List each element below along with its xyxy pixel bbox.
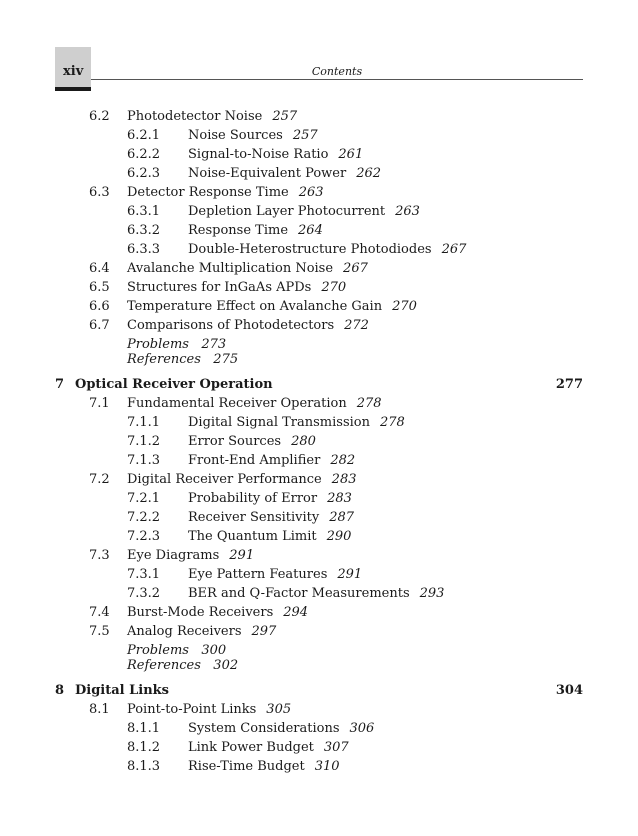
- toc-title-text: Double-Heterostructure Photodiodes: [188, 242, 432, 257]
- toc-title: [188, 204, 420, 220]
- toc-title: [188, 453, 355, 469]
- toc-number: 6.2: [89, 109, 110, 124]
- toc-title: [127, 261, 368, 277]
- toc-page-number: 261: [338, 147, 364, 162]
- toc-page-number: 297: [251, 624, 277, 639]
- toc-page-number: 280: [291, 434, 316, 449]
- toc-chapter-page-number: 304: [555, 683, 583, 698]
- toc-title-text: Photodetector Noise: [127, 109, 263, 124]
- toc-title-text: Depletion Layer Photocurrent: [188, 204, 386, 219]
- toc-title-text: Detector Response Time: [127, 185, 289, 200]
- toc-title: [188, 586, 444, 602]
- toc-page-number: 310: [314, 759, 340, 774]
- toc-title: [188, 491, 352, 507]
- toc-title-text: Noise Sources: [188, 128, 283, 143]
- toc-title-text: Fundamental Receiver Operation: [127, 396, 347, 411]
- toc-page-number: 283: [331, 472, 357, 487]
- toc-title-text: Noise-Equivalent Power: [188, 166, 347, 181]
- toc-extra-entry: Problems 300: [127, 643, 227, 658]
- toc-title: [188, 242, 466, 258]
- toc-title: [127, 472, 357, 488]
- toc-title: [188, 529, 351, 545]
- toc-title: [127, 605, 308, 621]
- toc-page-number: 257: [272, 109, 298, 124]
- toc-number: 6.4: [89, 261, 110, 276]
- toc-number: 7.2.2: [127, 510, 161, 525]
- toc-title: [127, 299, 417, 315]
- toc-title: [127, 185, 324, 201]
- toc-number: 7: [55, 377, 65, 392]
- toc-number: 6.3.2: [127, 223, 161, 238]
- toc-number: 6.7: [89, 318, 110, 333]
- toc-title-text: Digital Links: [75, 683, 169, 698]
- toc-number: 8: [55, 683, 65, 698]
- toc-title: [127, 109, 297, 125]
- toc-number: 7.3.1: [127, 567, 161, 582]
- toc-title: [127, 702, 291, 718]
- toc-extra-entry: References 275: [127, 352, 239, 367]
- toc-number: 7.4: [89, 605, 110, 620]
- toc-page-number: 283: [327, 491, 352, 506]
- toc-title: [127, 548, 254, 564]
- toc-title-text: Error Sources: [188, 434, 282, 449]
- toc-number: 6.2.1: [127, 128, 161, 143]
- toc-number: 7.2.3: [127, 529, 161, 544]
- toc-title-text: System Considerations: [188, 721, 340, 736]
- toc-title-text: Burst-Mode Receivers: [127, 605, 274, 620]
- toc-number: 6.3.1: [127, 204, 161, 219]
- toc-extra-entry: References 302: [127, 658, 239, 673]
- toc-page-number: 287: [329, 510, 355, 525]
- toc-title-text: Structures for InGaAs APDs: [127, 280, 312, 295]
- toc-title-text: Optical Receiver Operation: [75, 377, 273, 392]
- toc-number: 6.2.2: [127, 147, 161, 162]
- toc-title: [188, 740, 349, 756]
- toc-title-text: Digital Receiver Performance: [127, 472, 322, 487]
- toc-title-text: Eye Diagrams: [127, 548, 220, 563]
- running-head: Contents: [311, 65, 363, 78]
- toc-page-number: 291: [229, 548, 255, 563]
- toc-number: 8.1.1: [127, 721, 161, 736]
- toc-page-number: 278: [380, 415, 405, 430]
- toc-number: 7.2.1: [127, 491, 161, 506]
- toc-title: [188, 567, 362, 583]
- toc-title-text: BER and Q-Factor Measurements: [188, 586, 410, 601]
- toc-page-number: 293: [419, 586, 445, 601]
- toc-title: [127, 318, 369, 334]
- toc-number: 7.2: [89, 472, 110, 487]
- toc-page-number: 307: [323, 740, 349, 755]
- toc-number: 8.1.3: [127, 759, 161, 774]
- toc-title: [188, 223, 323, 239]
- toc-title: [127, 396, 382, 412]
- page-folio: xiv: [63, 64, 84, 79]
- toc-number: 7.1.1: [127, 415, 161, 430]
- toc-number: 7.3.2: [127, 586, 161, 601]
- toc-number: 8.1.2: [127, 740, 161, 755]
- toc-chapter-page-number: 277: [555, 377, 583, 392]
- toc-number: 7.1: [89, 396, 110, 411]
- toc-title-text: Probability of Error: [188, 491, 318, 506]
- toc-title: [188, 510, 354, 526]
- toc-page-number: 270: [392, 299, 417, 314]
- toc-number: 6.6: [89, 299, 110, 314]
- toc-title-text: Avalanche Multiplication Noise: [127, 261, 334, 276]
- toc-page-number: 290: [326, 529, 352, 544]
- toc-title: [75, 683, 169, 699]
- toc-title-text: Receiver Sensitivity: [188, 510, 320, 525]
- toc-page-number: 263: [298, 185, 324, 200]
- toc-page-number: 257: [292, 128, 318, 143]
- toc-page-number: 267: [343, 261, 368, 276]
- toc-page-number: 305: [266, 702, 292, 717]
- toc-title-text: The Quantum Limit: [188, 529, 317, 544]
- toc-page-number: 264: [298, 223, 323, 238]
- toc-title-text: Temperature Effect on Avalanche Gain: [127, 299, 383, 314]
- toc-title: [188, 415, 405, 431]
- toc-page-number: 262: [356, 166, 382, 181]
- toc-page-number: 267: [441, 242, 467, 257]
- toc-page-number: 294: [283, 605, 309, 620]
- toc-title: [127, 624, 276, 640]
- toc-title: [127, 280, 346, 296]
- toc-title-text: Response Time: [188, 223, 289, 238]
- toc-title-text: Signal-to-Noise Ratio: [188, 147, 329, 162]
- toc-page-number: 278: [356, 396, 382, 411]
- toc-page-number: 272: [344, 318, 369, 333]
- toc-page-number: 270: [321, 280, 347, 295]
- toc-number: 7.5: [89, 624, 110, 639]
- toc-title-text: Link Power Budget: [188, 740, 314, 755]
- toc-page-number: 306: [349, 721, 375, 736]
- toc-number: 6.5: [89, 280, 110, 295]
- toc-page-number: 282: [330, 453, 356, 468]
- toc-title: [188, 721, 374, 737]
- toc-title: [188, 434, 316, 450]
- toc-page-number: 291: [337, 567, 363, 582]
- toc-title: [188, 128, 318, 144]
- toc-number: 7.3: [89, 548, 110, 563]
- toc-number: 6.3: [89, 185, 110, 200]
- toc-number: 8.1: [89, 702, 110, 717]
- toc-number: 7.1.3: [127, 453, 161, 468]
- toc-number: 7.1.2: [127, 434, 161, 449]
- toc-extra-entry: Problems 273: [127, 337, 227, 352]
- toc-title-text: Front-End Amplifier: [188, 453, 321, 468]
- toc-number: 6.3.3: [127, 242, 161, 257]
- toc-title: [75, 377, 273, 393]
- toc-title: [188, 759, 340, 775]
- toc-title-text: Analog Receivers: [127, 624, 242, 639]
- toc-title-text: Rise-Time Budget: [188, 759, 305, 774]
- toc-title-text: Comparisons of Photodetectors: [127, 318, 335, 333]
- toc-title-text: Digital Signal Transmission: [188, 415, 370, 430]
- toc-title: [188, 147, 363, 163]
- toc-title: [188, 166, 381, 182]
- toc-title-text: Point-to-Point Links: [127, 702, 257, 717]
- toc-number: 6.2.3: [127, 166, 161, 181]
- toc-title-text: Eye Pattern Features: [188, 567, 328, 582]
- toc-page-number: 263: [395, 204, 420, 219]
